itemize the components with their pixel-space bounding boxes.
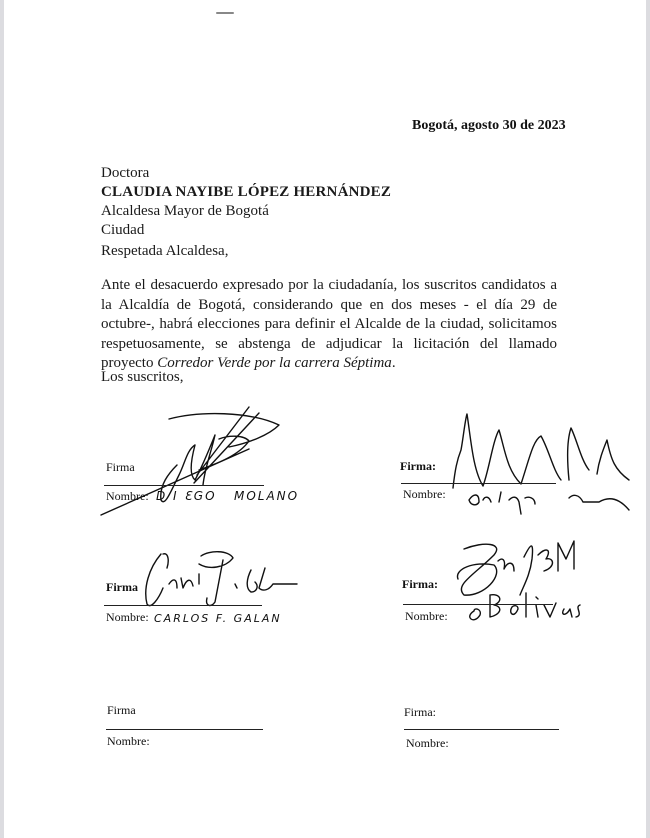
signature-4-firma-label: Firma: (402, 577, 438, 591)
signature-5-nombre-label: Nombre: (107, 734, 150, 748)
recipient-name: CLAUDIA NAYIBE LÓPEZ HERNÁNDEZ (101, 184, 392, 200)
letter-body (101, 276, 557, 374)
signature-3-line (104, 605, 262, 606)
signature-3-handwritten-name: CARLOS F. GALAN (154, 612, 282, 625)
signature-scrawl-4 (434, 535, 614, 625)
signature-1-handwritten-name: D I ƐGO MOLANO (156, 489, 300, 503)
recipient-city: Ciudad (101, 222, 145, 238)
body-end: . (391, 355, 396, 371)
signature-2-line (401, 483, 556, 484)
signature-5-firma-label: Firma (107, 703, 136, 717)
body-text: Ante el desacuerdo expresado por la ciudadanía, los suscritos candidatos a la Alcaldía de Bogotá, considerando que en dos meses - el día 29 de octubre-, habrá elecciones para definir el Alcalde de la ciudad, solicitamos respetuosamente, se abstenga de adjudicar la licitación del llamado proyecto (101, 277, 557, 371)
signature-scrawl-2 (449, 410, 639, 520)
recipient-block (101, 164, 391, 240)
signature-5-line (106, 729, 263, 730)
staple-mark (216, 12, 234, 14)
signature-1-nombre-label: Nombre: (106, 489, 149, 503)
project-name: Corredor Verde por la carrera Séptima (157, 355, 392, 371)
signature-4-nombre-label: Nombre: (405, 609, 448, 623)
signature-6-firma-label: Firma: (404, 705, 436, 719)
signature-6-line (404, 729, 559, 730)
recipient-title: Doctora (101, 165, 150, 181)
recipient-position: Alcaldesa Mayor de Bogotá (101, 203, 269, 219)
greeting: Respetada Alcaldesa, (101, 243, 229, 259)
signature-3-firma-label: Firma (106, 580, 138, 594)
signature-1-line (104, 485, 264, 486)
signature-3-nombre-label: Nombre: (106, 610, 149, 624)
signature-2-nombre-label: Nombre: (403, 487, 446, 501)
signature-6-nombre-label: Nombre: (406, 736, 449, 750)
signature-scrawl-3 (139, 548, 299, 618)
closing: Los suscritos, (101, 369, 184, 385)
signature-4-line (403, 604, 553, 605)
signature-1-firma-label: Firma (106, 460, 135, 474)
letter-date: Bogotá, agosto 30 de 2023 (412, 118, 566, 133)
signature-2-firma-label: Firma: (400, 459, 436, 473)
